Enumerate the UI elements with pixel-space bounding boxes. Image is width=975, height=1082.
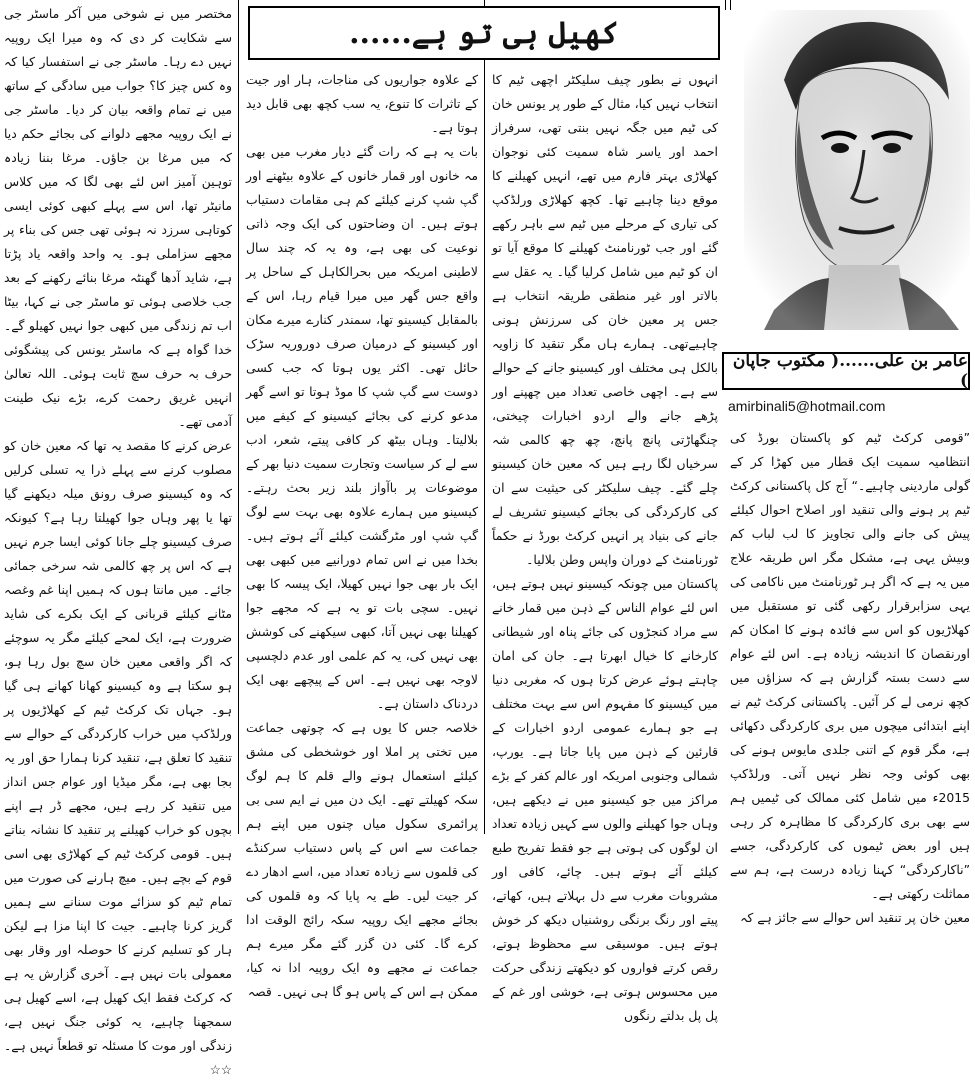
byline: عامر بن علی......( مکتوب جاپان ) xyxy=(732,351,968,391)
paragraph: معین خان پر تنقید اس حوالے سے جائز ہے کہ xyxy=(740,910,970,925)
paragraph: بات یہ ہے کہ رات گئے دیار مغرب میں بھی مہ خانوں اور قمار خانوں کے علاوہ بیٹھنے اور گپ شپ کرنے کیلئے کم ہی مقامات دستیاب ہوتے ہیں۔ ان وضاحتوں کی ایک وجہ ذاتی نوعیت کی بھی ہے، وہ یہ کہ چند سال لاطینی امریکہ میں بحرالکاہل کے ساحل پر واقع جس گھر میں میرا قیام رہا، اس کے بالمقابل کیسینو تھا، سمندر کنارے میرے مکان اور کیسینو کے درمیان صرف دوروریہ سڑک حائل تھی۔ اکثر یوں ہوتا کہ جب کسی دوست سے گپ شپ کا موڈ ہوتا تو اسے گھر مدعو کرنے کی بجائے کیسینو کے کیفے میں بلالیتا۔ وہاں بیٹھ کر کافی پیتے، شعر، ادب سے لے کر سیاست وتجارت سمیت دنیا بھر کے موضوعات پر باآواز بلند زیر بحث رہتے۔ کیسینو میں ہمارے علاوہ بھی بہت سے لوگ گپ شپ اور مٹرگشت کیلئے آئے ہوتے ہیں۔ بخدا میں نے اس تمام دورانیے میں کبھی بھی ایک بار بھی جوا نہیں کھیلا، ایک پیسہ کا بھی نہیں۔ سچی بات تو یہ ہے کہ مجھے جوا کھیلنا بھی نہیں آتا، کبھی سیکھنے کی کوشش بھی نہیں کی، یہ کم علمی اور عدم دلچسپی لاوجہ بھی نہیں ہے۔ اس کے پیچھے بھی ایک دردناک داستان ہے۔ xyxy=(246,144,478,711)
column-rule xyxy=(725,0,731,10)
paragraph: پاکستان میں چونکہ کیسینو نہیں ہوتے ہیں، اس لئے عوام الناس کے ذہن میں قمار خانے سے مراد کنجڑوں کی جائے پناہ اور شیطانی کارخانے کا خیال ابھرتا ہے۔ جان کی امان چاہتے ہوئے عرض کرتا ہوں کہ مغربی دنیا میں کیسینو کا مفہوم اس سے بہت مختلف ہے جو ہمارے عمومی اردو اخبارات کے قارئین کے ذہن میں پایا جاتا ہے۔ یورپ، شمالی وجنوبی امریکہ اور عالم کفر کے بڑے مراکز میں جو کیسینو میں نے دیکھے ہیں، وہاں جوا کھیلنے والوں سے کہیں زیادہ تعداد ان لوگوں کی ہوتی ہے جو فقط تفریح طبع کیلئے آئے ہوتے ہیں۔ چائے، کافی اور مشروبات مغرب سے دل بہلاتے ہیں، کھاتے، پیتے اور رنگ برنگی روشنیاں دیکھ کر خوش ہوتے ہیں۔ موسیقی سے محظوظ ہوتے، رقص کرتے فواروں کو دیکھتے زندگی حرکت میں محسوس ہوتی ہے، خوشی اور غم کے پل پل بدلتے رنگوں xyxy=(492,576,718,1023)
paragraph: ”قومی کرکٹ ٹیم کو پاکستان بورڈ کی انتظامیہ سمیت ایک قطار میں کھڑا کر کے گولی ماردینی چاہیے۔“ آج کل پاکستانی کرکٹ ٹیم پر ہونے والی تنقید اور اصلاح احوال کیلئے پیش کی جانے والی تجاویز کا لب لباب کم وبیش یہی ہے، مشکل مگر اس طریقہ علاج میں یہ ہے کہ اگر ہر ٹورنامنٹ میں ناکامی کی یہی سزابرقرار رکھی گئی تو مستقبل میں کھلاڑیوں کو اس سے فائدہ ہونے کا امکان کم اورنقصان کا اندیشہ زیادہ ہے۔ اس لئے عوام سے دست بستہ گزارش ہے کہ سزاؤں میں کچھ نرمی لے کر آئیں۔ پاکستانی کرکٹ ٹیم نے اپنے ابتدائی میچوں میں بری کارکردگی دکھائی ہے، مگر قوم کے اتنی جلدی مایوس ہونے کی بھی کوئی وجہ نظر نہیں آتی۔ ورلڈکپ 2015ء میں شامل کئی ممالک کی ٹیمیں ہم سے بھی بری کارکردگی کا مظاہرہ کر رہی ہیں اور بعض ٹیموں کی کارکردگی، جسے ”ناکارکردگی“ کہنا زیادہ درست ہے، ہم سے مماثلت رکھتی ہے۔ xyxy=(730,430,970,901)
paragraph: کے علاوہ جواریوں کی مناجات، ہار اور جیت کے تاثرات کا تنوع، یہ سب کچھ بھی قابل دید ہوتا ہے۔ xyxy=(246,72,478,135)
headline-box xyxy=(248,6,720,60)
byline-box xyxy=(722,352,970,390)
paragraph: خلاصہ جس کا یوں ہے کہ چوتھی جماعت میں تختی پر املا اور خوشخطی کی مشق کیلئے استعمال ہونے والے قلم کا ہم لوگ سکہ کھیلتے تھے۔ ایک دن میں نے ایم سی بی پرائمری سکول میاں چنوں میں اپنے ہم جماعت سے اس کے پاس دستیاب سرکنڈے کی قلموں سے زیادہ تعداد میں، اسے ادھار دے کر جیت لیں۔ طے یہ پایا کہ وہ قلموں کی بجائے مجھے ایک روپیہ سکہ رائج الوقت ادا کرے گا۔ کئی دن گزر گئے مگر میرے ہم جماعت نے مجھے وہ ایک روپیہ ادا نہ کیا، ممکن ہے اس کے پاس ہو گا ہی نہیں۔ قصہ xyxy=(246,720,478,999)
column-rule xyxy=(484,0,485,834)
headline: کھیل ہی تو ہے...... xyxy=(349,15,619,51)
author-portrait-icon xyxy=(744,10,970,330)
column-rule xyxy=(238,0,239,834)
article-column-middle xyxy=(246,68,478,999)
article-column-left xyxy=(4,2,232,1077)
author-email[interactable]: amirbinali5@hotmail.com xyxy=(728,398,886,414)
article-column-right xyxy=(730,426,970,925)
paragraph: انہوں نے بطور چیف سلیکٹر اچھی ٹیم کا انتخاب نہیں کیا، مثال کے طور پر یونس خان کی ٹیم میں جگہ نہیں بنتی تھی، سرفراز احمد اور یاسر شاہ سمیت کئی نوجوان کھلاڑی بہتر فارم میں تھے، انہیں کھیلنے کا موقع دینا چاہیے تھا۔ کچھ کھلاڑی ورلڈکپ کی تیاری کے مرحلے میں ٹیم سے باہر رکھے گئے اور جب ٹورنامنٹ کھیلنے کا موقع آیا تو ان کو ٹیم میں شامل کرلیا گیا۔ یہ عقل سے بالاتر اور غیر منطقی طریقہ انتخاب ہے جس پر معین خان کی سرزنش ہونی چاہیےتھی۔ ہمارے ہاں مگر تنقید کا زاویہ بالکل ہی مختلف اور کیسینو جانے کے حوالے سے ہے۔ اچھی خاصی تعداد میں چھپنے اور پڑھے جانے والے اردو اخبارات چیختی، چنگھاڑتی پانچ پانچ، چھ چھ کالمی شہ سرخیاں لگا رہے ہیں کہ معین خان کیسینو چلے گئے۔ چیف سلیکٹر کی حیثیت سے ان کی کارکردگی کی بجائے کیسینو تشریف لے جانے کی بنیاد پر انہیں کرکٹ بورڈ نے حکماً ٹورنامنٹ کے دوران واپس وطن بلالیا۔ xyxy=(492,72,718,567)
article-column-right-middle xyxy=(492,68,718,1023)
paragraph: عرض کرنے کا مقصد یہ تھا کہ معین خان کو مصلوب کرنے سے پہلے ذرا یہ تسلی کرلیں کہ وہ کیسینو صرف رونق میلہ دیکھنے گیا تھا یا پھر وہاں جوا کھیلتا رہا ہے؟ کیونکہ صرف کیسینو چلے جانا کوئی ایسا جرم نہیں ہے کہ اس پر چھ کالمی شہ سرخی جمائی جائے۔ میں مانتا ہوں کہ ہمیں اپنا غم وغصہ مٹانے کیلئے قربانی کے ایک بکرے کی شاید ضرورت ہے، ایک لمحے کیلئے مگر یہ سوچئے کہ اگر واقعی معین خان سچ بول رہا ہو، ہو سکتا ہے وہ کیسینو کھانا کھانے ہی گیا ہو۔ جہاں تک کرکٹ ٹیم کے کھلاڑیوں پر ورلڈکپ میں خراب کارکردگی کے حوالے سے تنقید کا تعلق ہے، تنقید کرنا ہمارا حق اور یہ بجا بھی ہے، مگر میڈیا اور عوام جس انداز میں تنقید کر رہے ہیں، مجھے ڈر ہے اپنے بچوں کو خراب کھیلنے پر تنقید کا نشانہ بناتے ہیں۔ قومی کرکٹ ٹیم کے کھلاڑی بھی اسی قوم کے بچے ہیں۔ میچ ہارنے کی صورت میں تمام ٹیم کو سزائے موت سنانے سے ہمیں گریز کرنا چاہیے۔ جیت کا اپنا مزا ہے لیکن ہار کو تسلیم کرنے کا حوصلہ اور وقار بھی معمولی بات نہیں ہے۔ آخری گزارش یہ ہے کہ کرکٹ فقط ایک کھیل ہے، اسے کھیل ہی سمجھنا چاہیے، یہ کوئی جنگ نہیں ہے، زندگی اور موت کا مسئلہ تو قطعاً نہیں ہے۔☆☆ xyxy=(4,438,232,1077)
paragraph: مختصر میں نے شوخی میں آکر ماسٹر جی سے شکایت کر دی کہ وہ میرا ایک روپیہ نہیں دے رہا۔ ماسٹر جی نے استفسار کیا کہ وہ کس چیز کا؟ جواب میں سادگی کے ساتھ میں نے تمام واقعہ بیان کر دیا۔ ماسٹر جی نے ایک روپیہ مجھے دلوانے کی بجائے حکم دیا کہ میں مرغا بن جاؤں۔ مرغا بننا زیادہ توہین آمیز اس لئے بھی لگا کہ میں کلاس مانیٹر تھا، اس سے پہلے کبھی کوئی ایسی کوتاہی سرزد نہ ہوئی تھی جس کی بناء پر مجھے سزاملی ہو۔ یہ واحد واقعہ یاد پڑتا ہے، شاید آدھا گھنٹہ مرغا بنائے رکھنے کے بعد جب خلاصی ہوئی تو ماسٹر جی نے کہا، بیٹا اب تم زندگی میں کبھی جوا نہیں کھیلو گے۔ خدا گواہ ہے کہ ماسٹر یونس کی پیشگوئی حرف بہ حرف سچ ثابت ہوئی۔ اللہ تعالیٰ انہیں غریق رحمت کرے، بڑے نیک طینت آدمی تھے۔ xyxy=(4,6,232,429)
